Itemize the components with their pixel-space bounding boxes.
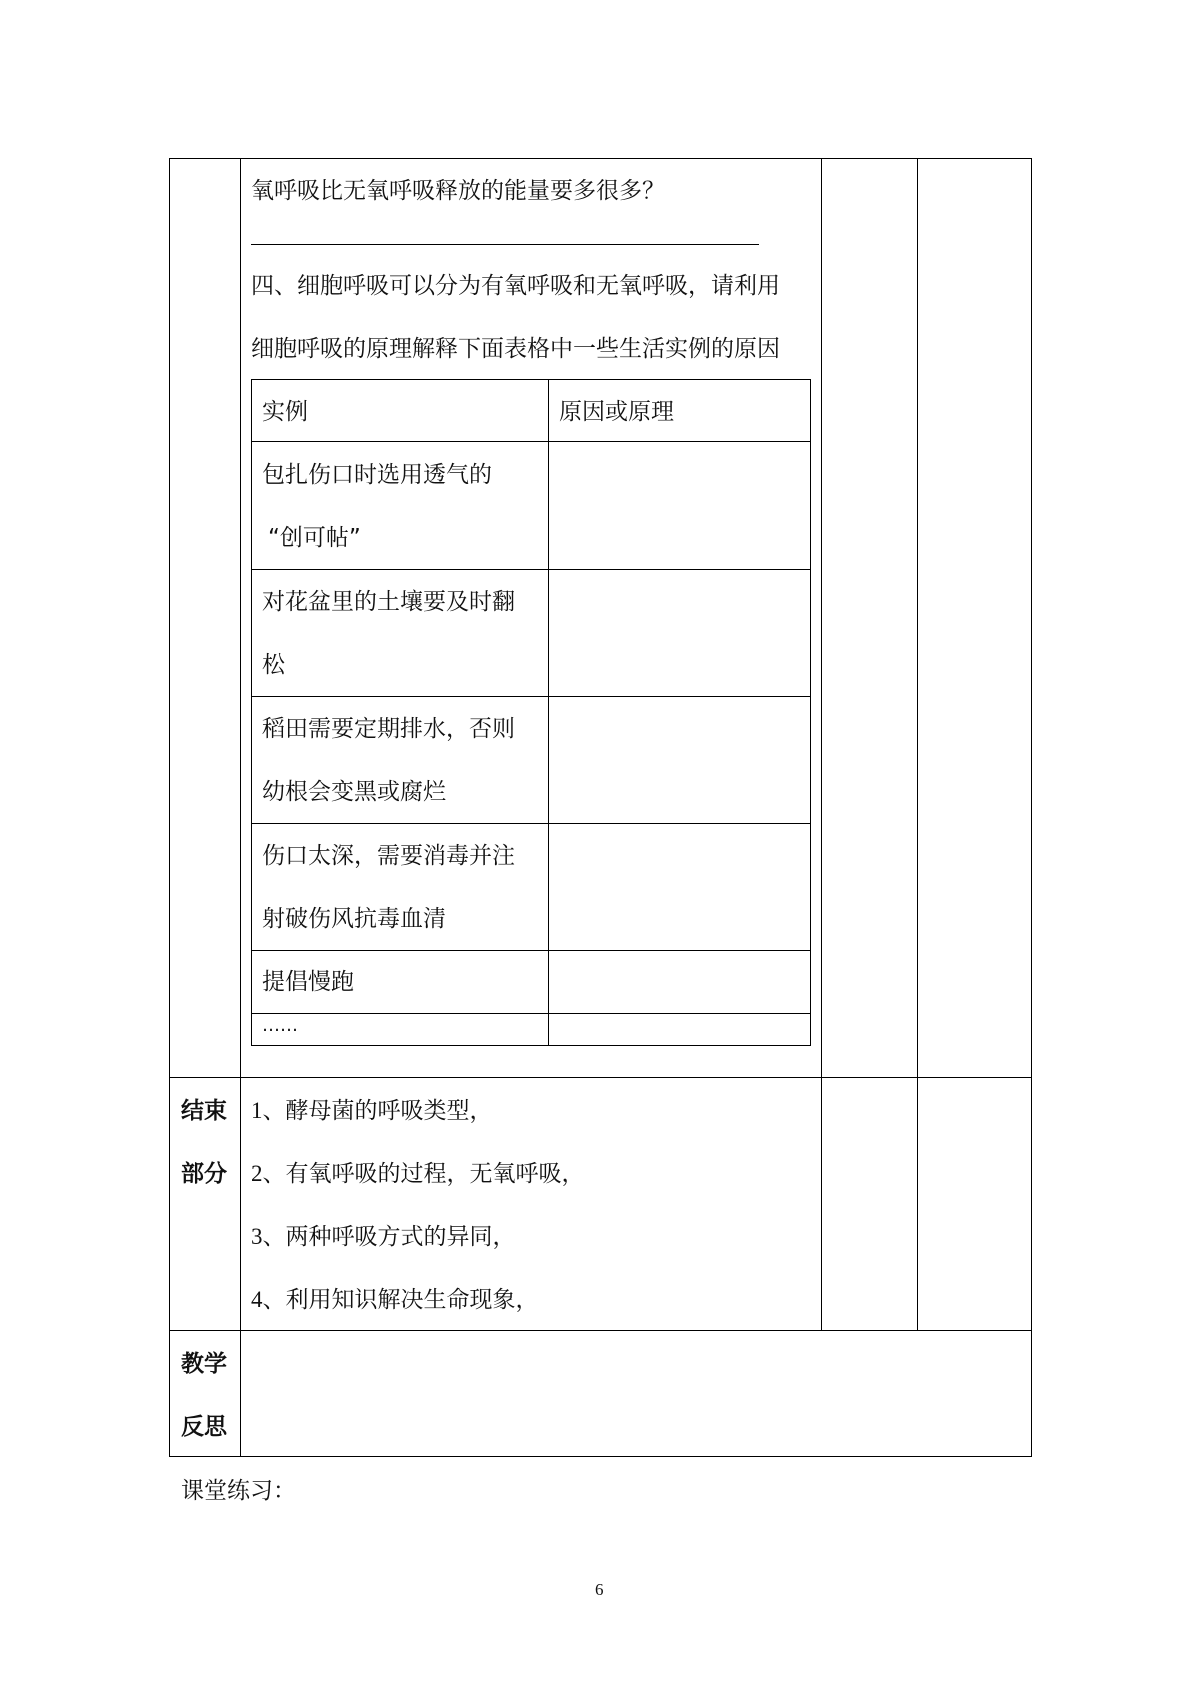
inner-top-border bbox=[251, 379, 811, 380]
table-row-example-line2: “创可帖” bbox=[268, 525, 361, 551]
exercise-label: 课堂练习： bbox=[181, 1478, 296, 1504]
section-four-line2: 细胞呼吸的原理解释下面表格中一些生活实例的原因 bbox=[251, 336, 780, 362]
inner-row-divider bbox=[251, 696, 811, 697]
table-row-example-line1: 伤口太深，需要消毒并注 bbox=[262, 843, 515, 869]
outer-left-border bbox=[169, 158, 170, 1457]
ending-item-3 bbox=[251, 1222, 516, 1252]
outer-row-divider-1 bbox=[169, 1077, 1032, 1078]
inner-header-example: 实例 bbox=[262, 399, 308, 425]
ending-item-4 bbox=[251, 1285, 539, 1315]
table-row-example-line1: 包扎伤口时选用透气的 bbox=[262, 462, 492, 488]
outer-right-border bbox=[1031, 158, 1032, 1457]
ending-label-line1: 结束 bbox=[181, 1098, 227, 1124]
inner-row-divider bbox=[251, 823, 811, 824]
ending-item-number: 3 bbox=[251, 1224, 263, 1249]
table-row-example-line2: 幼根会变黑或腐烂 bbox=[262, 779, 446, 805]
ending-label-line2: 部分 bbox=[181, 1161, 227, 1187]
ending-item-number: 4 bbox=[251, 1287, 263, 1312]
ending-item-text: 、两种呼吸方式的异同， bbox=[262, 1224, 516, 1250]
inner-header-reason: 原因或原理 bbox=[559, 399, 674, 425]
inner-col-divider bbox=[548, 379, 549, 1046]
inner-bottom-border bbox=[251, 1045, 811, 1046]
ending-item-2 bbox=[251, 1159, 585, 1189]
reflection-label-line2: 反思 bbox=[181, 1414, 227, 1440]
outer-col-divider-1 bbox=[240, 158, 241, 1457]
inner-row-divider bbox=[251, 441, 811, 442]
answer-underline bbox=[251, 244, 759, 245]
table-row-example-line1: 稻田需要定期排水，否则 bbox=[262, 716, 515, 742]
ending-item-number: 1 bbox=[251, 1098, 263, 1123]
table-row-example-line2: 射破伤风抗毒血清 bbox=[262, 906, 446, 932]
table-row-example-line1: 对花盆里的土壤要及时翻 bbox=[262, 589, 515, 615]
outer-row-divider-2 bbox=[169, 1330, 1032, 1331]
section-four-line1: 四、细胞呼吸可以分为有氧呼吸和无氧呼吸，请利用 bbox=[251, 273, 780, 299]
table-row-example-line2: 松 bbox=[262, 652, 285, 678]
table-row-ellipsis: …… bbox=[262, 1015, 298, 1036]
outer-top-border bbox=[169, 158, 1032, 159]
inner-left-border bbox=[251, 379, 252, 1046]
page-number: 6 bbox=[595, 1580, 604, 1599]
inner-row-divider bbox=[251, 950, 811, 951]
inner-right-border bbox=[810, 379, 811, 1046]
ending-item-1 bbox=[251, 1096, 493, 1126]
ending-item-text: 、有氧呼吸的过程，无氧呼吸， bbox=[262, 1161, 585, 1187]
outer-col-divider-3 bbox=[917, 158, 918, 1331]
outer-col-divider-2 bbox=[821, 158, 822, 1331]
ending-item-text: 、利用知识解决生命现象， bbox=[262, 1287, 539, 1313]
inner-row-divider bbox=[251, 569, 811, 570]
ending-item-number: 2 bbox=[251, 1161, 263, 1186]
inner-row-divider bbox=[251, 1013, 811, 1014]
table-row-example-line1: 提倡慢跑 bbox=[262, 969, 354, 995]
outer-bottom-border bbox=[169, 1456, 1032, 1457]
ending-item-text: 、酵母菌的呼吸类型， bbox=[262, 1098, 493, 1124]
continuation-text: 氧呼吸比无氧呼吸释放的能量要多很多？ bbox=[251, 178, 665, 204]
reflection-label-line1: 教学 bbox=[181, 1351, 227, 1377]
